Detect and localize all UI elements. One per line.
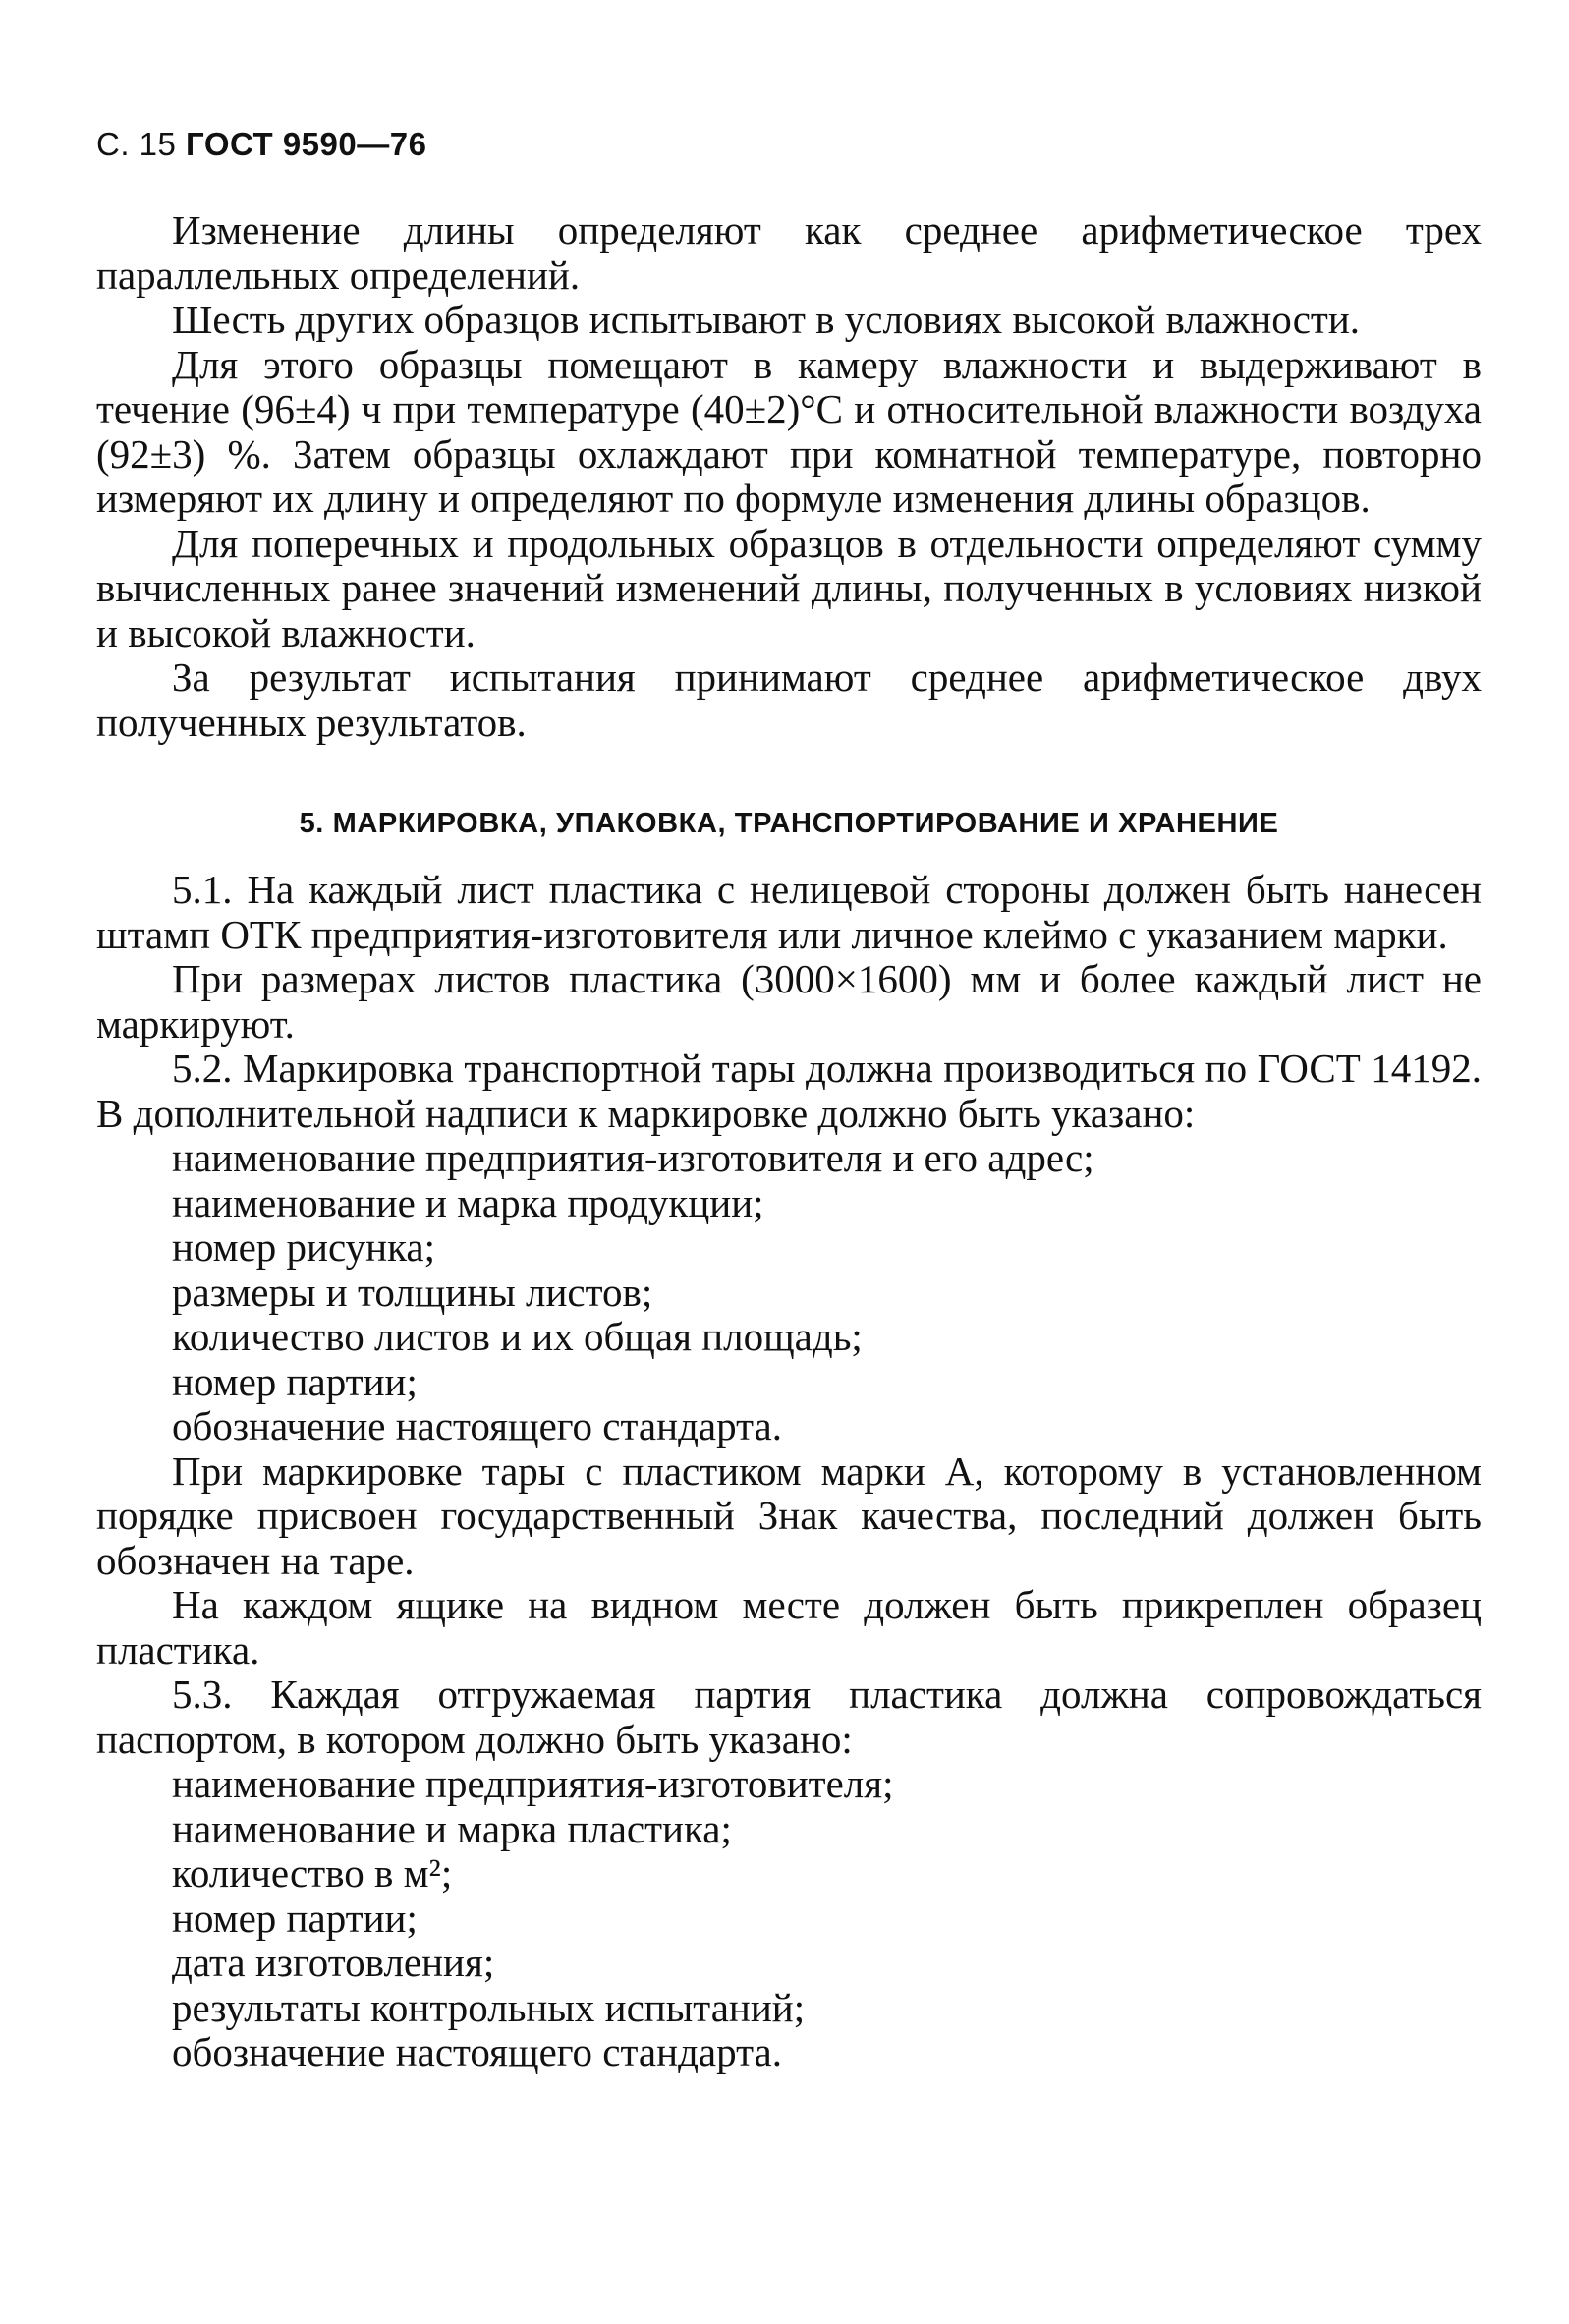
list-item: количество в м²; [172,1850,453,1896]
list-item: дата изготовления; [172,1940,495,1985]
paragraph: Изменение длины определяют как среднее арифметическое трех параллельных определений. [96,207,1482,298]
clause-5-1: 5.1. На каждый лист пластика с нелицевой стороны должен быть нанесен штамп ОТК предприятия-изготовителя или личное клеймо с указанием марки. [96,867,1482,957]
list-item: обозначение настоящего стандарта. [172,2029,782,2074]
page-number: С. 15 [96,126,177,162]
list-item: номер партии; [172,1895,418,1941]
paragraph: Шесть других образцов испытывают в условиях высокой влажности. [172,297,1361,342]
paragraph: На каждом ящике на видном месте должен быть прикреплен образец пластика. [96,1582,1482,1672]
running-header [96,126,426,163]
section-heading: 5. МАРКИРОВКА, УПАКОВКА, ТРАНСПОРТИРОВАНИЕ И ХРАНЕНИЕ [299,808,1279,839]
paragraph: Для поперечных и продольных образцов в отдельности определяют сумму вычисленных ранее значений изменений длины, полученных в условиях низкой и высокой влажности. [96,520,1482,655]
standard-designation: ГОСТ 9590—76 [186,126,427,162]
list-item: результаты контрольных испытаний; [172,1984,806,2030]
paragraph: Для этого образцы помещают в камеру влажности и выдерживают в течение (96±4) ч при температуре (40±2)°С и относительной влажности воздуха (92±3) %. Затем образцы охлаждают при комнатной температуре, повторно измеряют их длину и определяют по формуле изменения длины образцов. [96,341,1482,521]
list-item: номер партии; [172,1358,418,1404]
list-item: наименование предприятия-изготовителя; [172,1761,894,1806]
body-text [96,208,1482,2075]
clause-5-3: 5.3. Каждая отгружаемая партия пластика должна сопровождаться паспортом, в котором должно быть указано: [96,1672,1482,1762]
list-item: наименование и марка пластика; [172,1805,732,1851]
clause-5-2: 5.2. Маркировка транспортной тары должна производиться по ГОСТ 14192. В дополнительной надписи к маркировке должно быть указано: [96,1046,1482,1136]
list-item: количество листов и их общая площадь; [172,1314,863,1359]
list-item: наименование предприятия-изготовителя и его адрес; [172,1135,1094,1180]
paragraph: При размерах листов пластика (3000×1600) мм и более каждый лист не маркируют. [96,956,1482,1047]
paragraph: За результат испытания принимают среднее арифметическое двух полученных результатов. [96,654,1482,745]
list-item: обозначение настоящего стандарта. [172,1403,782,1448]
list-item: наименование и марка продукции; [172,1179,764,1225]
list-item: размеры и толщины листов; [172,1269,653,1315]
paragraph: При маркировке тары с пластиком марки А, которому в установленном порядке присвоен государственный Знак качества, последний должен быть обозначен на таре. [96,1447,1482,1583]
list-item: номер рисунка; [172,1224,435,1270]
